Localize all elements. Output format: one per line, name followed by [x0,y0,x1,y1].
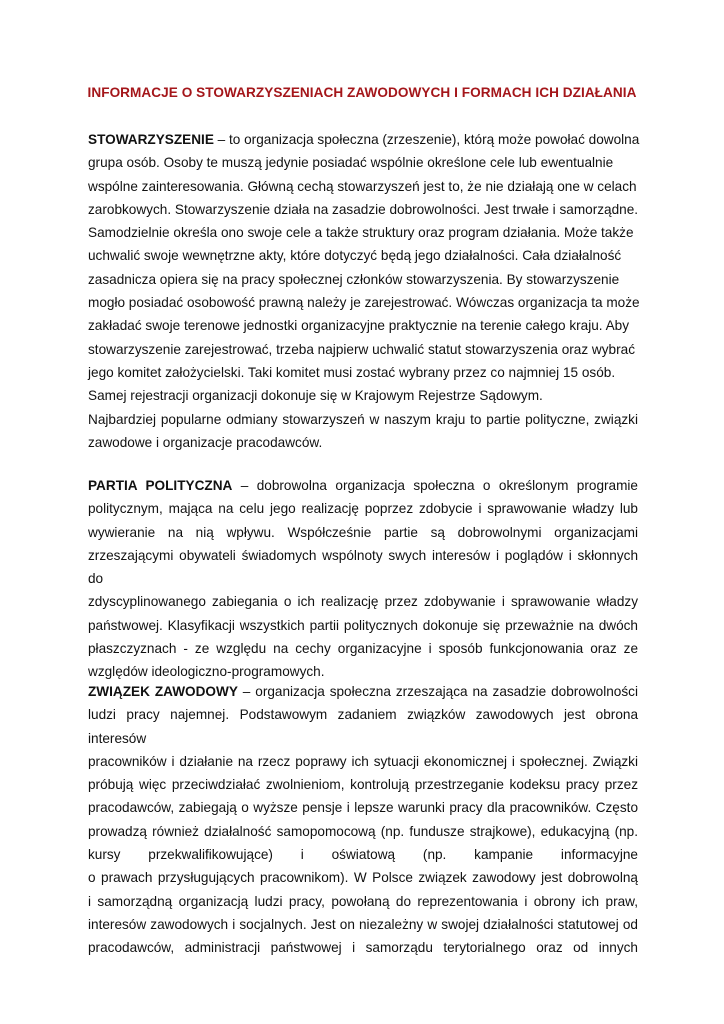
text-line: zrzeszającymi obywateli świadomych wspólnoty swych interesów i poglądów i skłonnych do [88,547,638,587]
section-term: PARTIA POLITYCZNA [88,478,233,493]
text-line: próbują więc przeciwdziałać zwolnieniom, kontrolują przestrzeganie kodeksu pracy przez [88,777,638,793]
section-zwiazek-zawodowy [88,680,638,960]
text-line: zarobkowych. Stowarzyszenie działa na zasadzie dobrowolności. Jest trwałe i samorządne. [88,201,639,217]
text-line: pracodawców, zabiegają o wyższe pensje i lepsze warunki pracy dla pracowników. Często [88,800,638,816]
text-line: Samej rejestracji organizacji dokonuje się w Krajowym Rejestrze Sądowym. [88,388,543,404]
text-line: zakładać swoje terenowe jednostki organizacyjne praktycznie na terenie całego kraju. Aby [88,318,630,334]
text-line: politycznym, mająca na celu jego realizację poprzez zdobycie i sprawowanie władzy lub [88,501,638,517]
text-line: Samodzielnie określa ono swoje cele a także struktury oraz program działania. Może także [88,225,634,241]
text-line: ludzi pracy najemnej. Podstawowym zadaniem związków zawodowych jest obrona interesów [88,707,638,746]
text-line [88,128,638,151]
text-line-rest: – to organizacja społeczna (zrzeszenie), którą może powołać dowolna [213,132,640,147]
text-line: zasadnicza opiera się na pracy społecznej członków stowarzyszenia. By stowarzyszenie [88,271,620,287]
page-title: INFORMACJE O STOWARZYSZENIACH ZAWODOWYCH I FORMACH ICH DZIAŁANIA [87,85,637,100]
text-line: interesów zawodowych i socjalnych. Jest on niezależny w swojej działalności statutowej od [88,916,638,932]
text-line [88,680,638,703]
text-line: prowadzą również działalność samopomocową (np. fundusze strajkowe), edukacyjną (np. [88,823,638,839]
text-line-rest: – organizacja społeczna zrzeszająca na zasadzie dobrowolności [237,684,638,699]
text-line: Najbardziej popularne odmiany stowarzyszeń w naszym kraju to partie polityczne, związki [88,411,638,427]
text-line: państwowej. Klasyfikacji wszystkich partii politycznych dokonuje się przeważnie na dwóch [88,617,638,633]
text-line: zawodowe i organizacje pracodawców. [88,434,323,450]
text-line: zdyscyplinowanego zabiegania o ich realizację przez zdobywanie i sprawowanie władzy [88,594,638,610]
section-term: STOWARZYSZENIE [88,132,214,147]
paragraph [88,474,638,684]
text-line: uchwalić swoje wewnętrzne akty, które dotyczyć będą jego działalności. Cała działalność [88,248,622,264]
text-line: płaszczyznach - ze względu na cechy organizacyjne i sposób funkcjonowania oraz ze [88,641,638,657]
text-line-rest: – dobrowolna organizacja społeczna o określonym programie [232,478,638,493]
text-line: wspólne zainteresowania. Główną cechą stowarzyszeń jest to, że nie działają one w celach [88,178,637,194]
text-line: względów ideologiczno-programowych. [88,664,325,680]
text-line: pracowników i działanie na rzecz poprawy ich sytuacji ekonomicznej i społecznej. Związki [88,753,638,769]
text-line: pracodawców, administracji państwowej i samorządu terytorialnego oraz od innych [88,940,638,956]
text-line: stowarzyszenie zarejestrować, trzeba najpierw uchwalić statut stowarzyszenia oraz wybrać [88,341,635,357]
text-line: grupa osób. Osoby te muszą jedynie posiadać wspólnie określone cele lub ewentualnie [88,155,614,171]
text-line: o prawach przysługujących pracownikom). W Polsce związek zawodowy jest dobrowolną [88,870,638,886]
paragraph [88,128,638,454]
text-line: i samorządną organizacją ludzi pracy, powołaną do reprezentowania i obrony ich praw, [88,893,638,909]
text-line: mogło posiadać osobowość prawną należy je zarejestrować. Wówczas organizacja ta może [88,295,640,311]
section-stowarzyszenie [88,128,638,454]
text-line [88,474,638,497]
text-line: kursy przekwalifikowujące) i oświatową (np. kampanie informacyjne [88,847,638,863]
text-line: wywieranie na nią wpływu. Współcześnie partie są dobrowolnymi organizacjami [88,524,638,540]
section-partia-polityczna [88,474,638,684]
text-line: jego komitet założycielski. Taki komitet musi zostać wybrany przez co najmniej 15 osób. [88,364,616,380]
paragraph [88,680,638,960]
section-term: ZWIĄZEK ZAWODOWY [88,684,238,699]
